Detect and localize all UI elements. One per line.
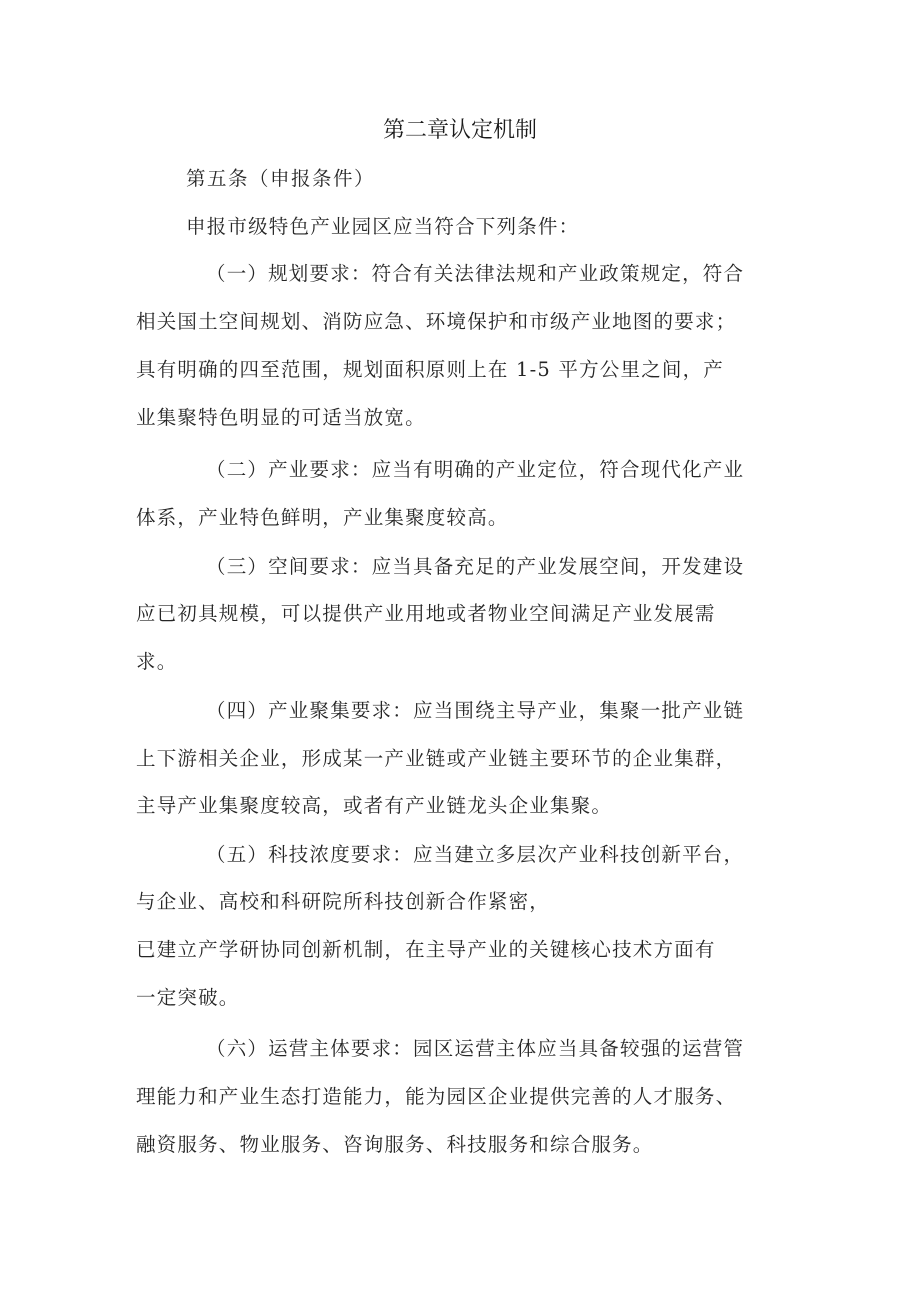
item-6-line-3: 融资服务、物业服务、咨询服务、科技服务和综合服务。: [136, 1133, 654, 1156]
item-5-line-1: （五）科技浓度要求：应当建立多层次产业科技创新平台，: [206, 843, 745, 866]
item-1-line-2: 相关国土空间规划、消防应急、环境保护和市级产业地图的要求；: [136, 310, 737, 333]
item-4-line-3: 主导产业集聚度较高，或者有产业链龙头企业集聚。: [136, 794, 613, 817]
item-1-line-3: 具有明确的四至范围，规划面积原则上在 1-5 平方公里之间，产: [136, 358, 724, 381]
item-4-line-1: （四）产业聚集要求：应当围绕主导产业，集聚一批产业链: [206, 699, 745, 722]
item-2-line-1: （二）产业要求：应当有明确的产业定位，符合现代化产业: [206, 458, 745, 481]
item-6-line-2: 理能力和产业生态打造能力，能为园区企业提供完善的人才服务、: [136, 1085, 737, 1108]
item-3-line-3: 求。: [136, 650, 178, 673]
article-intro: 申报市级特色产业园区应当符合下列条件：: [186, 215, 580, 238]
item-2-line-2: 体系，产业特色鲜明，产业集聚度较高。: [136, 506, 509, 529]
item-1-line-4: 业集聚特色明显的可适当放宽。: [136, 406, 426, 429]
item-3-line-2: 应已初具规模，可以提供产业用地或者物业空间满足产业发展需: [136, 602, 716, 625]
item-6-line-1: （六）运营主体要求：园区运营主体应当具备较强的运营管: [206, 1037, 745, 1060]
article-heading: 第五条（申报条件）: [186, 167, 376, 190]
item-5-line-3: 已建立产学研协同创新机制，在主导产业的关键核心技术方面有: [136, 938, 716, 961]
item-4-line-2: 上下游相关企业，形成某一产业链或产业链主要环节的企业集群，: [136, 747, 737, 770]
item-5-line-2: 与企业、高校和科研院所科技创新合作紧密，: [136, 890, 551, 913]
chapter-title: 第二章认定机制: [382, 118, 537, 143]
item-3-line-1: （三）空间要求：应当具备充足的产业发展空间，开发建设: [206, 555, 745, 578]
item-1-line-1: （一）规划要求：符合有关法律法规和产业政策规定，符合: [206, 262, 745, 285]
item-5-line-4: 一定突破。: [136, 986, 240, 1009]
